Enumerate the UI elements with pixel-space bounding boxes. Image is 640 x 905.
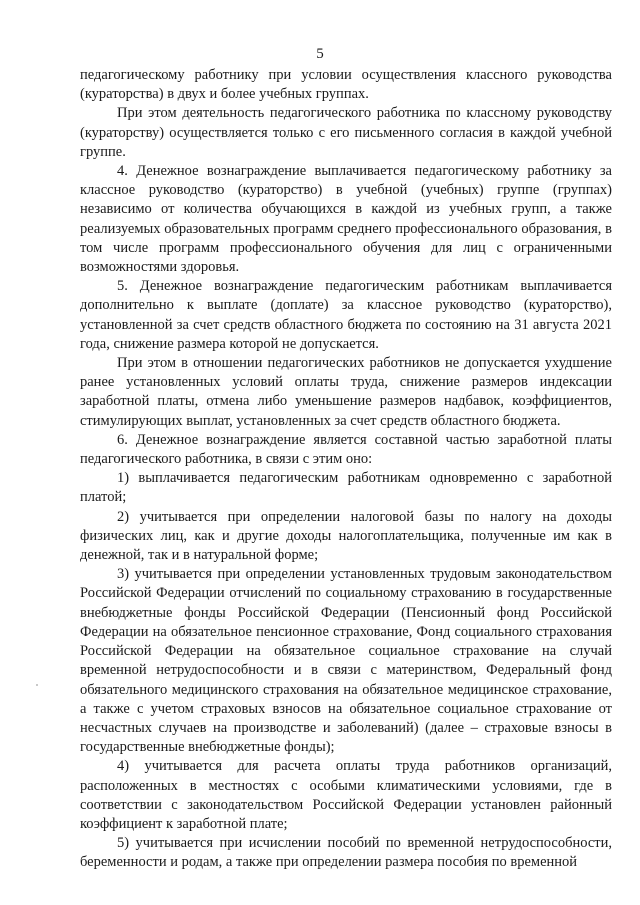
paragraph: 3) учитывается при определении установленных трудовым законодательством Российской Федерации отчислений по социальному страхованию в государственные внебюджетные фонды Российской Федерации (Пенсионный фонд Российской Федерации на обязательное пенсионное страхование, Фонд социального страхования Российской Федерации на обязательное социальное страхование на случай временной нетрудоспособности и в связи с материнством, Федеральный фонд обязательного медицинского страхования на обязательное медицинское страхование, а также с учетом страховых взносов на обязательное социальное страхование от несчастных случаев на производстве и заболеваний) (далее – страховые взносы в государственные внебюджетные фонды); — [80, 566, 612, 756]
document-body — [80, 66, 612, 873]
scan-artifact-dot — [36, 684, 38, 686]
paragraph: 2) учитывается при определении налоговой базы по налогу на доходы физических лиц, как и другие доходы налогоплательщика, полученные им как в денежной, так и в натуральной форме; — [80, 508, 612, 564]
paragraph: 4. Денежное вознаграждение выплачивается педагогическому работнику за классное руководство (кураторство) в учебной (учебных) группе (группах) независимо от количества обучающихся в каждой из учебных групп, а также реализуемых образовательных программ среднего профессионального образования, в том числе программ профессионального обучения для лиц с ограниченными возможностями здоровья. — [80, 163, 612, 276]
paragraph: педагогическому работнику при условии осуществления классного руководства (кураторства) в двух и более учебных группах. — [80, 67, 612, 103]
paragraph: 4) учитывается для расчета оплаты труда работников организаций, расположенных в местностях с особыми климатическими условиями, где в соответствии с законодательством Российской Федерации установлен районный коэффициент к заработной плате; — [80, 758, 612, 832]
paragraph: При этом в отношении педагогических работников не допускается ухудшение ранее установленных условий оплаты труда, снижение размеров индексации заработной платы, отмена либо уменьшение размеров надбавок, коэффициентов, стимулирующих выплат, установленных за счет средств областного бюджета. — [80, 355, 612, 429]
page-number: 5 — [316, 46, 324, 62]
paragraph: При этом деятельность педагогического работника по классному руководству (кураторству) осуществляется только с его письменного согласия в каждой учебной группе. — [80, 105, 612, 160]
paragraph: 1) выплачивается педагогическим работникам одновременно с заработной платой; — [80, 470, 612, 506]
paragraph: 5) учитывается при исчислении пособий по временной нетрудоспособности, беременности и родам, а также при определении размера пособия по временной — [80, 835, 612, 871]
paragraph: 6. Денежное вознаграждение является составной частью заработной платы педагогического работника, в связи с этим оно: — [80, 431, 612, 468]
paragraph: 5. Денежное вознаграждение педагогическим работникам выплачивается дополнительно к выплате (доплате) за классное руководство (кураторство), установленной за счет средств областного бюджета по состоянию на 31 августа 2021 года, снижение размера которой не допускается. — [80, 278, 612, 352]
